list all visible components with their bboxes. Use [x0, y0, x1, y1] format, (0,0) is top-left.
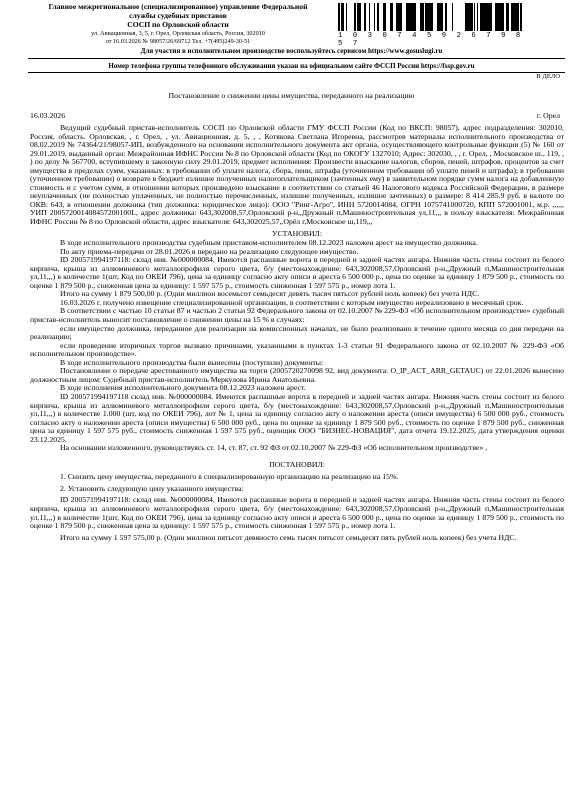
body-paragraph: ID 200571994197118 склад инв. №000000084. Имеются распашные ворота в передней и задней частях ангара. Нижняя часть стены состоит из белого кирпича, крыша из аллюминевого металлопрофиля серого цвета, б/у (местонахождение: 643,302008,57,Орловский р-н,,Дружный п,Машиностроительная ул,11,,,) в количестве 1.000 (шт, код по ОКЕИ 796), лот № 1, цена за единицу согласно акту о наложении ареста (описи имущества) 6 500 000 руб., стоимость согласно акту о наложении ареста (описи имущества) 6 500 000 руб., цена по оценке за единицу 1 879 500 руб., стоимость по оценке 1 879 500 руб., сниженная цена за единицу 1 597 575 руб., стоимость сниженная 1 597 575 руб., оценщик ООО "БИЗНЕС-НОВАЦИЯ", дата отчета 19.12.2025, дата утверждения оценки 23.12.2025. — [30, 391, 564, 444]
body-paragraph: Итого на сумму 1 879 500,00 р. (Один миллион восемьсот семьдесят девять тысяч пятьсот рублей ноль копеек) без учета НДС. — [60, 289, 480, 299]
resolution-paragraph: 1. Снизить цену имущества, переданного в специализированную организацию на реализацию на 15%. — [60, 472, 399, 482]
barcode-number: 1 0 3 0 7 4 5 9 2 6 7 9 8 5 7 — [338, 32, 524, 48]
body-paragraph: 16.03.2026 г. получено извещение специализированной организации, в соответствии с которым имущество нереализовано в месячный срок. — [60, 297, 524, 307]
document-body — [30, 124, 564, 542]
body-paragraph: если проведение вторичных торгов вызвано причинами, указанными в пунктах 1-3 статьи 91 Федерального закона от 02.10.2007 № 229-ФЗ «Об исполнительном производстве». — [30, 340, 564, 359]
body-paragraph: если имущество должника, переданное для реализации на комиссионных началах, не было реализовано в течение одного месяца со дня передачи на реализацию; — [30, 323, 564, 342]
gosuslugi-notice: Для участия в исполнительном производстве воспользуйтесь сервисом https://www.gosuslugi.ru — [140, 47, 443, 55]
resolution-paragraph: Итого на сумму 1 597 575,00 р. (Один миллион пятьсот девяносто семь тысяч пятьсот семьдесят пять рублей ноль копеек) без учета НДС. — [60, 532, 517, 542]
organization-address — [28, 30, 328, 45]
body-paragraph: В ходе исполнительного производства были вынесены (поступили) документы: — [60, 357, 324, 367]
org-line: Главное межрегиональное (специализированное) управление Федеральной — [48, 2, 308, 11]
divider — [28, 72, 565, 73]
resolution-paragraph: 2. Установить следующую цену указанного имущества: — [60, 483, 244, 493]
divider — [28, 58, 565, 59]
body-paragraph: В ходе исполнения исполнительного документа 08.12.2023 наложен арест. — [60, 383, 306, 393]
body-paragraph: По акту приема-передачи от 28.01.2026 в передано на реализацию следующее имущество. — [60, 246, 359, 256]
document-city: г. Орел — [536, 111, 560, 120]
barcode-image — [338, 3, 524, 31]
section-heading-ustanovil: УСТАНОВИЛ: — [272, 228, 322, 238]
body-paragraph: В соответствии с частью 10 статьи 87 и частью 2 статьи 92 Федерального закона от 02.10.2007 № 229-ФЗ «Об исполнительном производстве» судебный пристав-исполнитель выносит постановление о снижении цены на 15 % в случаях: — [30, 306, 564, 325]
spacer — [30, 453, 564, 458]
resolution-paragraph: ID 200571994197118: склад инв. №000000084. Имеются распашные ворота в передней и задней частях ангара. Нижняя часть стены состоит из белого кирпича, крыша из аллюминевого металлопрофиля серого цвета, б/у (местонахождение: 643,302008,57,Орловский р-н,,Дружный п,Машиностроительная ул,11,,,) в количестве 1(шт, Код по ОКЕИ 796), цена за единицу согласно акту описи и ареста 6 500 000 р., цена по оценке за единицу 1 879 500 р., стоимость по оценке 1 879 500 р., сниженная цена за единицу: 1 597 575 р., стоимость сниженная 1 597 575 р., номер лота 1. — [30, 495, 564, 531]
document-date: 16.03.2026 — [30, 111, 66, 120]
address-line: ул. Авиационная, 3, 5, г. Орел, Орловская область, Россия, 302010 — [91, 30, 265, 37]
body-paragraph: На основании изложенного, руководствуясь ст. 14, ст. 87, ст. 92 ФЗ от 02.10.2007 № 229-ФЗ «Об исполнительном производстве» , — [60, 443, 488, 453]
org-line: службы судебных приставов — [129, 11, 227, 20]
body-paragraph: Постановление о передаче арестованного имущества на торги (2005720270098 92, вид документа: O_IP_ACT_ARR_GETAUC) от 22.01.2026 вынесено должностным лицом: Судебный пристав-исполнитель Меркулова Ирина Анатольевна. — [30, 366, 564, 384]
reference-line: от 16.03.2026 № 98057/26/69712 Тел. +7(495)249-30-51 — [105, 37, 251, 45]
org-line: СОСП по Орловской области — [127, 20, 229, 29]
body-paragraph: ID 200571994197118: склад инв. №000000084. Имеются распашные ворота в передней и задней частях ангара. Нижняя часть стены состоит из белого кирпича, крыша из аллюминевого металлопрофиля серого цвета, б/у (местонахождение: 643,302008,57,Орловский р-н,,Дружный п,Машиностроительная ул,11,,,) в количестве 1(шт, Код по ОКЕИ 796), цена за единицу согласно акту описи и ареста 6 500 000 р., цена по оценке за единицу 1 879 500 р., стоимость по оценке 1 879 500 р., сниженная цена за единицу: 1 597 575 р., стоимость сниженная 1 597 575 р., номер лота 1. — [30, 255, 564, 290]
issuing-organization — [28, 2, 328, 29]
section-heading-postanovil: ПОСТАНОВИЛ: — [269, 459, 325, 469]
phone-notice: Номер телефона группы телефонного обслуживания указан на официальном сайте ФССП России https://fssp.gov.ru — [108, 62, 475, 70]
document-title: Постановление о снижении цены имущества, переданного на реализацию — [168, 91, 415, 100]
destination-label: В ДЕЛО — [536, 73, 560, 80]
intro-paragraph: Ведущий судебный пристав-исполнитель СОСП по Орловской области ГМУ ФССП России (Код по ВКСП: 98057), адрес подразделения: 302010, Россия, область. Орловская, , г. Орел, , ул. Авиационная, д. 5, , , Котякова Светлана Игоревна, рассмотрев материалы исполнительного производства от 08.02.2019 № 74364/21/98057-ИП, возбужденного на основании исполнительного документа акт органа, осуществляющего контрольные функции (5) № 160 от 29.01.2019, выданный орган: Межрайонная ИФНС России № 8 по Орловской области (Код по ОКОГУ 1327010; Адрес: 302030, , , г. Орел, , Московское ш., 119, , ) по делу № 567700, вступившему в законную силу 29.01.2019, предмет исполнения: Произвести взыскание налогов, сборов, пеней, штрафов, процентов за счет имущества в пределах сумм, указанных: в требовании об уплате налога, сбора, пени, штрафа (уточненном требовании об уплате пеней и штрафа); в требовании (уточненном требовании) о возврате в бюджет излишне полученных налогоплательщиком (зачтенных ему) в заявительном порядке сумм налога на добавленную стоимость и с учетом сумм, в отношении которых произведено взыскание в соответствии со статьей 46 Налогового кодекса Российской Федерации, в размере неуплаченных (не полностью уплаченных, не полностью перечисленных, излишне полученных, излишне зачтенных) в размере: 8 414 285.9 руб. в валюте по ОКВ: 643, в отношении должника (тип должника: юридическое лицо): ООО "Ринг-Агро", ИНН 5720014084, ОГРН 1075741000720, КПП 572001001, м.р. ,,,,,, УИП 200572001408457200100L, адрес должника: 643,302008,57,Орловский р-н,,Дружный п,Машиностроительная ул,11,,, в пользу взыскателя: Межрайонная ИФНС России № 8 по Орловской области, адрес взыскателя: 643,302025,57,,Орёл г,Московское ш,119,,, — [30, 123, 564, 227]
body-paragraph: В ходе исполнительного производства судебным приставом-исполнителем 08.12.2023 наложен арест на имущество должника. — [60, 238, 478, 248]
